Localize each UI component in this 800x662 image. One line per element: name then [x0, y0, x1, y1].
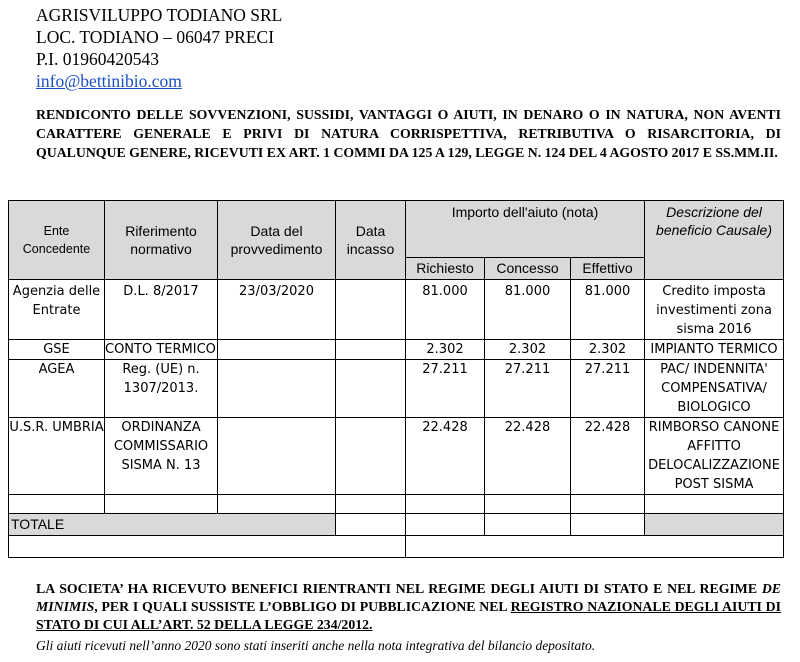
company-address: LOC. TODIANO – 06047 PRECI: [36, 27, 275, 47]
state-aid-statement: [36, 580, 781, 634]
cell-effettivo: 22.428: [571, 418, 645, 495]
totale-concesso: [485, 514, 571, 536]
table-row: [9, 280, 784, 340]
header-descrizione: Descrizione del beneficio Causale): [645, 201, 784, 280]
aid-table: [8, 200, 784, 558]
cell-richiesto: 22.428: [406, 418, 485, 495]
cell-descrizione: IMPIANTO TERMICO: [645, 340, 784, 360]
cell-richiesto: 81.000: [406, 280, 485, 340]
cell-descrizione: PAC/ INDENNITA' COMPENSATIVA/ BIOLOGICO: [645, 360, 784, 418]
totale-data-incasso: [336, 514, 406, 536]
cell-concesso: 81.000: [485, 280, 571, 340]
cell-ente: Agenzia delle Entrate: [9, 280, 105, 340]
cell-descrizione: Credito imposta investimenti zona sisma 2016: [645, 280, 784, 340]
cell-riferimento: CONTO TERMICO: [105, 340, 218, 360]
cell-data-provvedimento: [218, 418, 336, 495]
cell-effettivo: 81.000: [571, 280, 645, 340]
company-name: AGRISVILUPPO TODIANO SRL: [36, 5, 283, 25]
cell-concesso: 27.211: [485, 360, 571, 418]
totale-row: [9, 514, 784, 536]
cell-concesso: 2.302: [485, 340, 571, 360]
totale-richiesto: [406, 514, 485, 536]
document-title: RENDICONTO DELLE SOVVENZIONI, SUSSIDI, VANTAGGI O AIUTI, IN DENARO O IN NATURA, NON AVENTI CARATTERE GENERALE E PRIVI DI NATURA CORRISPETTIVA, RETRIBUTIVA O RISARCITORIA, DI QUALUNQUE GENERE, RICEVUTI EX ART. 1 COMMI DA 125 A 129, LEGGE N. 124 DEL 4 AGOSTO 2017 E SS.MM.II.: [36, 107, 781, 160]
header-data-incasso: Data incasso: [336, 201, 406, 280]
cell-effettivo: 2.302: [571, 340, 645, 360]
cell-ente: GSE: [9, 340, 105, 360]
cell-riferimento: ORDINANZA COMMISSARIO SISMA N. 13: [105, 418, 218, 495]
cell-riferimento: Reg. (UE) n. 1307/2013.: [105, 360, 218, 418]
totale-effettivo: [571, 514, 645, 536]
cell-riferimento: D.L. 8/2017: [105, 280, 218, 340]
table-row-empty: [9, 536, 784, 558]
statement-text-2: , PER I QUALI SUSSISTE L’OBBLIGO DI PUBBLICAZIONE NEL: [94, 599, 511, 614]
company-vat: P.I. 01960420543: [36, 49, 159, 69]
cell-effettivo: 27.211: [571, 360, 645, 418]
header-richiesto: Richiesto: [406, 258, 485, 280]
cell-ente: AGEA: [9, 360, 105, 418]
header-ente: Ente Concedente: [9, 201, 105, 280]
cell-data-incasso: [336, 418, 406, 495]
statement-text-1: LA SOCIETA’ HA RICEVUTO BENEFICI RIENTRANTI NEL REGIME DEGLI AIUTI DI STATO E NEL REGIME: [36, 581, 762, 596]
cell-ente: U.S.R. UMBRIA: [9, 418, 105, 495]
header-riferimento: Riferimento normativo: [105, 201, 218, 280]
cell-richiesto: 27.211: [406, 360, 485, 418]
cell-data-provvedimento: [218, 340, 336, 360]
company-email-link[interactable]: info@bettinibio.com: [36, 71, 182, 91]
cell-data-provvedimento: 23/03/2020: [218, 280, 336, 340]
footnote: Gli aiuti ricevuti nell’anno 2020 sono stati inseriti anche nella nota integrativa del bilancio depositato.: [36, 638, 596, 653]
cell-descrizione: RIMBORSO CANONE AFFITTO DELOCALIZZAZIONE POST SISMA: [645, 418, 784, 495]
cell-concesso: 22.428: [485, 418, 571, 495]
cell-data-incasso: [336, 280, 406, 340]
table-row: [9, 360, 784, 418]
header-data-provvedimento: Data del provvedimento: [218, 201, 336, 280]
totale-label: TOTALE: [9, 514, 336, 536]
statement-registry: REGISTRO NAZIONALE DEGLI AIUTI DI STATO DI CUI ALL’ART. 52 DELLA LEGGE 234/2012.: [36, 599, 782, 632]
cell-data-provvedimento: [218, 360, 336, 418]
company-header: [36, 4, 282, 92]
table-row-empty: [9, 495, 784, 514]
statement-de-minimis: DE MINIMIS: [36, 581, 781, 614]
totale-descrizione: [645, 514, 784, 536]
table-row: [9, 340, 784, 360]
cell-data-incasso: [336, 340, 406, 360]
header-effettivo: Effettivo: [571, 258, 645, 280]
table-row: [9, 418, 784, 495]
cell-richiesto: 2.302: [406, 340, 485, 360]
header-concesso: Concesso: [485, 258, 571, 280]
cell-data-incasso: [336, 360, 406, 418]
header-importo: Importo dell'aiuto (nota): [406, 201, 645, 258]
